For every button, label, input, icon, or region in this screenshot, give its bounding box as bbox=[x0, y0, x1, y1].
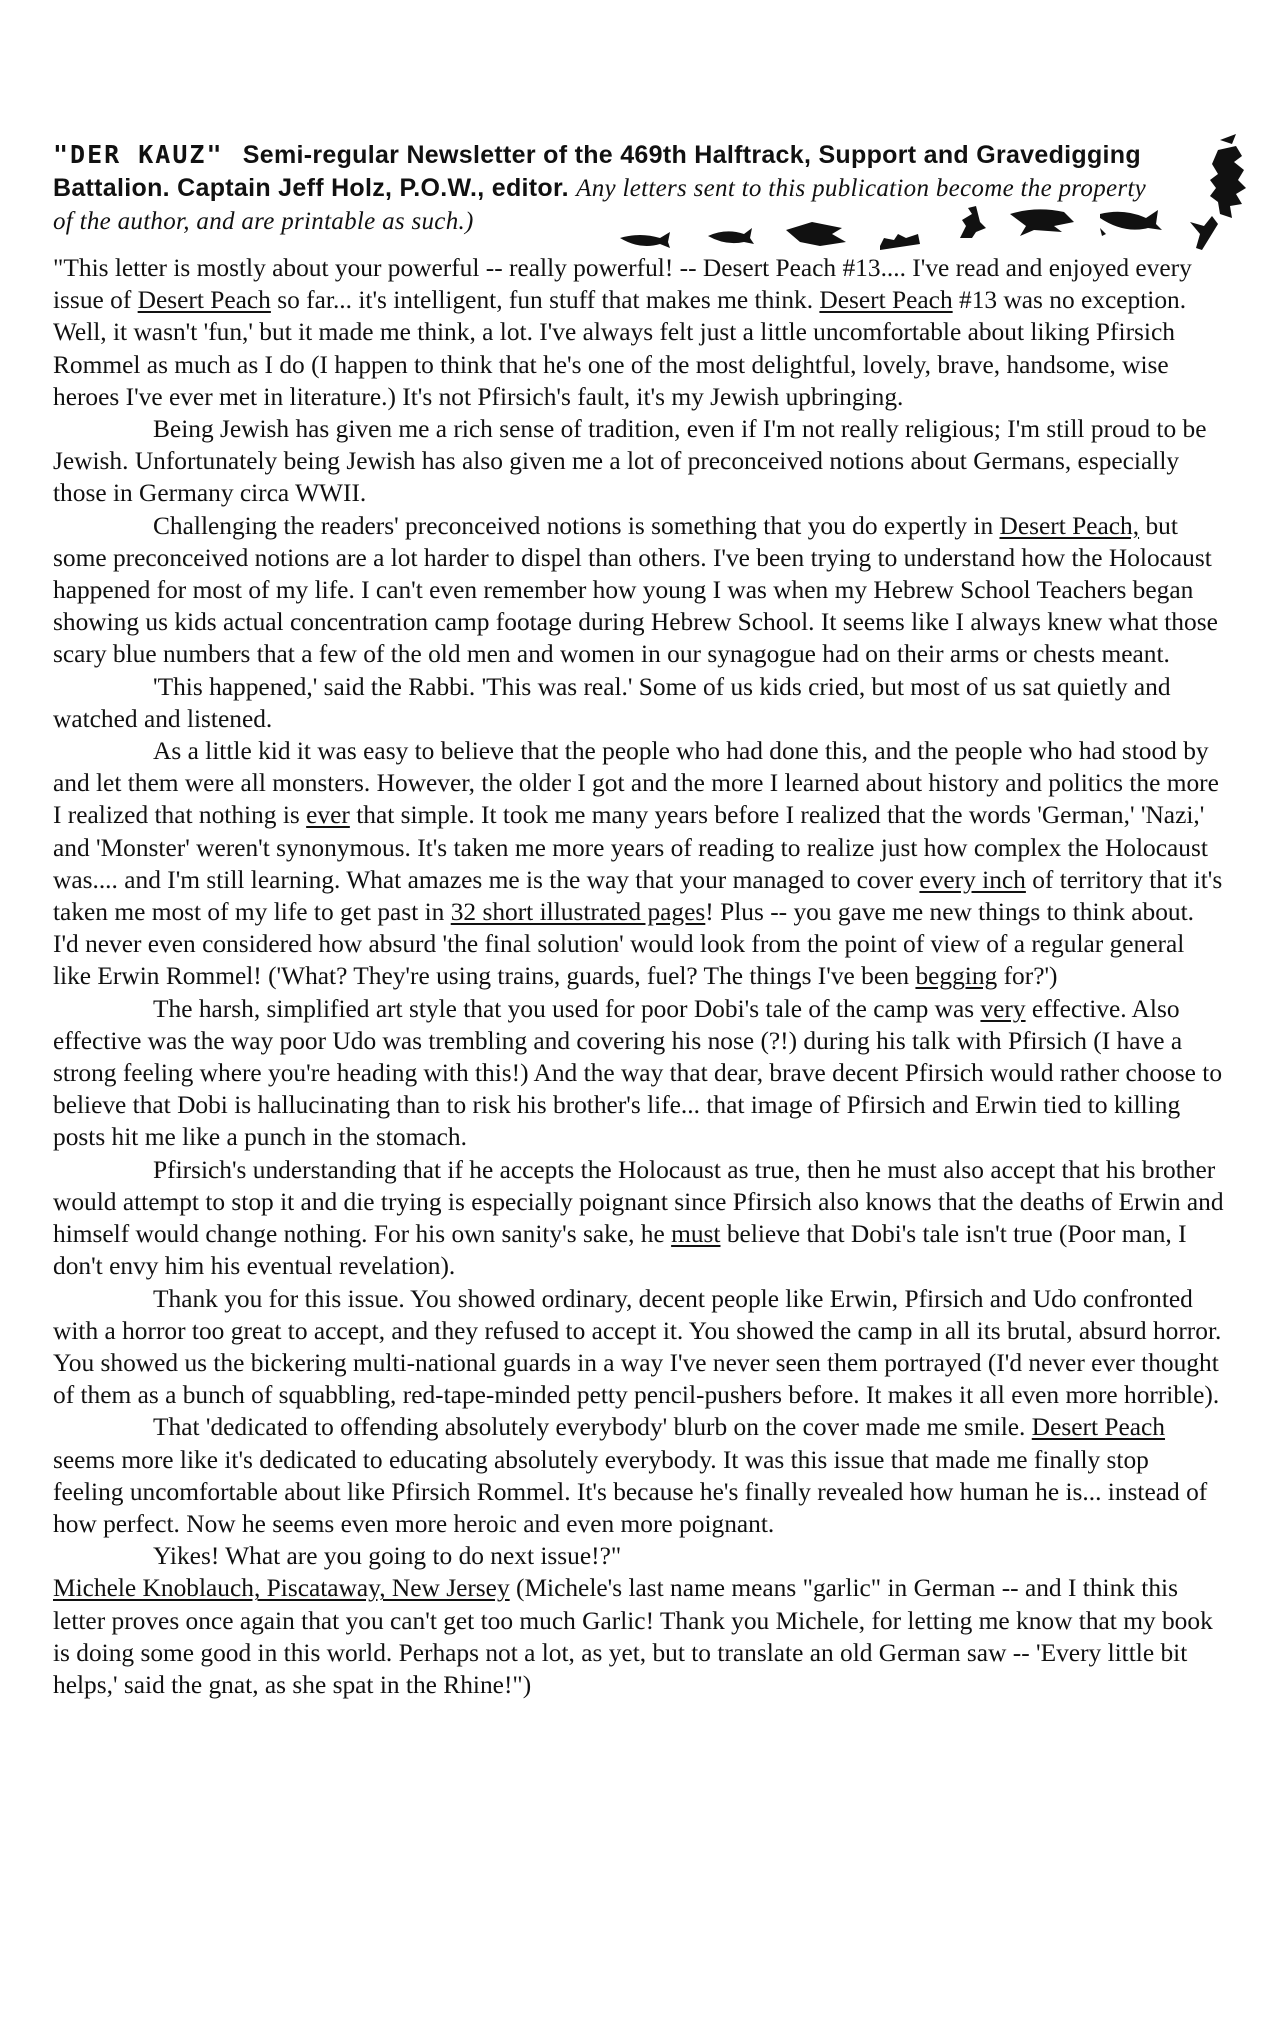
letter-paragraph-3: Challenging the readers' preconceived notions is something that you do expertly in Desert Peach, but some preconceived notions are a lot harder to dispel than others. I've been trying to understand how the Holocaust happened for most of my life. I can't even remember how young I was when my Hebrew School Teachers began showing us kids actual concentration camp footage during Hebrew School. It seems like I always knew what those scary blue numbers that a few of the old men and women in our synagogue had on their arms or chests meant. bbox=[53, 511, 1218, 669]
emphasis: must bbox=[671, 1220, 721, 1249]
title-reference: Desert Peach bbox=[1031, 1413, 1166, 1442]
letter-paragraph-6: The harsh, simplified art style that you used for poor Dobi's tale of the camp was very effective. Also effective was the way poor Udo was trembling and covering his nose (?!) during his talk with Pfirsich (I have a strong feeling where you're heading with this!) And the way that dear, brave decent Pfirsich would rather choose to believe that Dobi is hallucinating than to risk his brother's life... that image of Pfirsich and Erwin tied to killing posts hit me like a punch in the stomach. bbox=[53, 994, 1223, 1152]
newsletter-subtitle: Semi-regular Newsletter of the 469th Halftrack, Support and Gravedigging Battalion. bbox=[53, 141, 1141, 202]
letter-signature: Michele Knoblauch, Piscataway, New Jersey bbox=[53, 1574, 510, 1603]
letter-paragraph-10: Yikes! What are you going to do next issue!?" bbox=[153, 1542, 622, 1571]
emphasis: very bbox=[980, 994, 1026, 1023]
letter-paragraph-2: Being Jewish has given me a rich sense of tradition, even if I'm not really religious; I'm still proud to be Jewish. Unfortunately being Jewish has also given me a lot of preconceived notions about Germans, especially those in Germany circa WWII. bbox=[53, 415, 1207, 508]
letter-paragraph-4: 'This happened,' said the Rabbi. 'This was real.' Some of us kids cried, but most of us sat quietly and watched and listened. bbox=[53, 672, 1171, 733]
emphasis: ever bbox=[306, 801, 350, 830]
title-reference: Desert Peach bbox=[137, 286, 271, 315]
signoff-and-editor-reply bbox=[53, 1572, 1225, 1701]
title-reference: Desert Peach, bbox=[999, 511, 1140, 540]
emphasis: 32 short illustrated pages bbox=[450, 898, 706, 927]
letter-paragraph-5: As a little kid it was easy to believe that the people who had done this, and the people who had stood by and let them were all monsters. However, the older I got and the more I learned about history and politics the more I realized that nothing is ever that simple. It took me many years before I realized that the words 'German,' 'Nazi,' and 'Monster' weren't synonymous. It's taken me more years of reading to realize just how complex the Holocaust was.... and I'm still learning. What amazes me is the way that your managed to cover every inch of territory that it's taken me most of my life to get past in 32 short illustrated pages! Plus -- you gave me new things to think about. I'd never even considered how absurd 'the final solution' would look from the point of view of a regular general like Erwin Rommel! ('What? They're using trains, guards, fuel? The things I've been begging for?') bbox=[53, 737, 1223, 991]
letter-paragraph-7: Pfirsich's understanding that if he accepts the Holocaust as true, then he must also accept that his brother would attempt to stop it and die trying is especially poignant since Pfirsich also knows that the deaths of Erwin and himself would change nothing. For his own sanity's sake, he must believe that Dobi's tale isn't true (Poor man, I don't envy him his eventual revelation). bbox=[53, 1155, 1224, 1281]
editorial-notice: Any letters sent to this publication become the property of the author, and are printable as such.) bbox=[53, 175, 1147, 235]
letter-paragraph-9: That 'dedicated to offending absolutely everybody' blurb on the cover made me smile. Desert Peach seems more like it's dedicated to educating absolutely everybody. It was this issue that made me finally stop feeling uncomfortable about like Pfirsich Rommel. It's because he's finally revealed how human he is... instead of how perfect. Now he seems even more heroic and even more poignant. bbox=[53, 1413, 1208, 1538]
emphasis: begging bbox=[915, 962, 998, 991]
reader-letter bbox=[53, 252, 1225, 1572]
emphasis: every inch bbox=[919, 865, 1026, 894]
title-reference: Desert Peach bbox=[819, 286, 953, 315]
editor-reply: (Michele's last name means "garlic" in German -- and I think this letter proves once again that you can't get too much Garlic! Thank you Michele, for letting me know that my book is doing some good in this world. Perhaps not a lot, as yet, but to translate an old German saw -- 'Every little bit helps,' said the gnat, as she spat in the Rhine!") bbox=[53, 1574, 1213, 1699]
letter-paragraph-1: "This letter is mostly about your powerful -- really powerful! -- Desert Peach #13.... I've read and enjoyed every issue of Desert Peach so far... it's intelligent, fun stuff that makes me think. Desert Peach #13 was no exception. Well, it wasn't 'fun,' but it made me think, a lot. I've always felt just a little uncomfortable about liking Pfirsich Rommel as much as I do (I happen to think that he's one of the most delightful, lovely, brave, handsome, wise heroes I've ever met in literature.) It's not Pfirsich's fault, it's my Jewish upbringing. bbox=[53, 254, 1192, 411]
editor-credit: Captain Jeff Holz, P.O.W., editor. bbox=[177, 174, 569, 202]
masthead-title: "DER KAUZ" bbox=[53, 140, 224, 169]
letter-paragraph-8: Thank you for this issue. You showed ordinary, decent people like Erwin, Pfirsich and Udo confronted with a horror too great to accept, and they refused to accept it. You showed the camp in all its brutal, absurd horror. You showed us the bickering multi-national guards in a way I've never seen them portrayed (I'd never ever thought of them as a bunch of squabbling, red-tape-minded petty pencil-pushers before. It makes it all even more horrible). bbox=[53, 1284, 1222, 1410]
newsletter-page bbox=[53, 138, 1225, 1701]
newsletter-header bbox=[53, 138, 1153, 238]
